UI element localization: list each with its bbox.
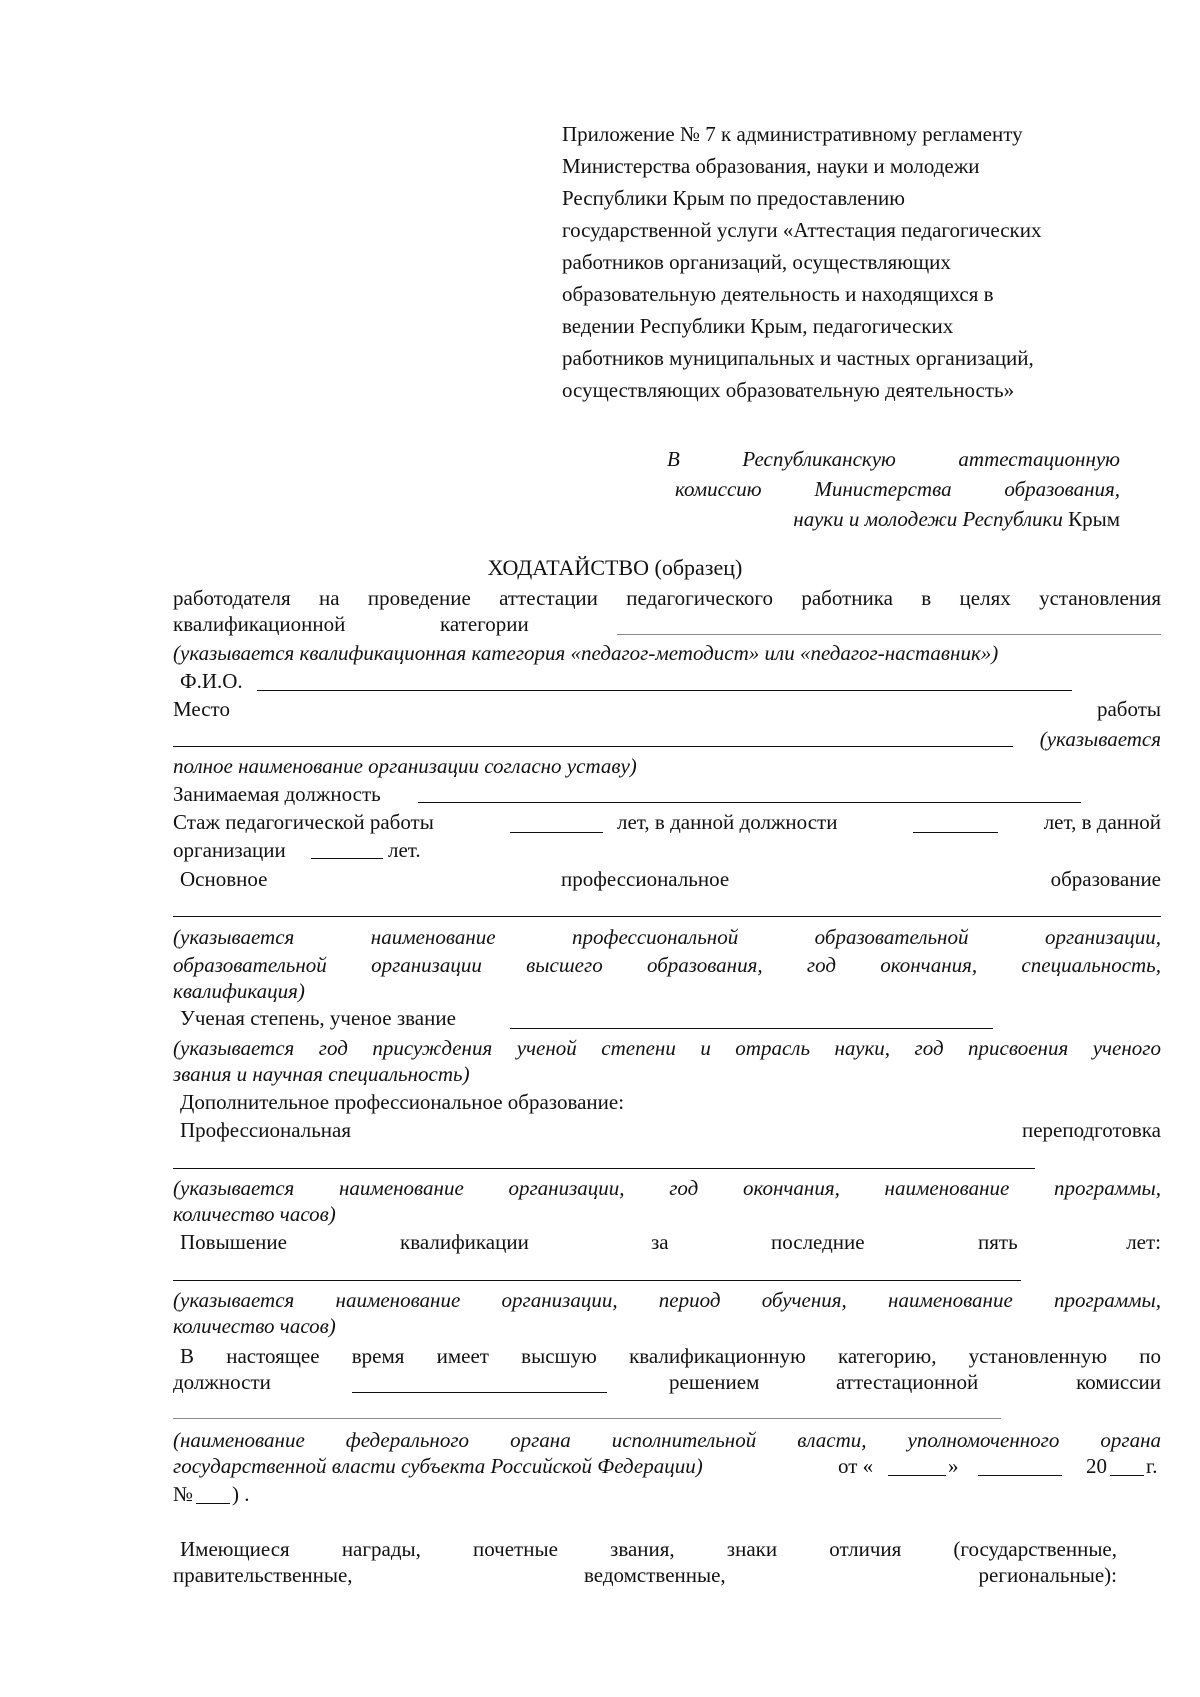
workplace-label-b: работы (1096, 697, 1161, 721)
awards-line-1: Имеющиеся награды, почетные звания, знаки отличия (государственные, (180, 1537, 1117, 1561)
qualification-label-f: лет: (1126, 1230, 1161, 1254)
addressee-line-3-italic: науки и молодежи Республики (793, 507, 1063, 531)
retraining-hint-2: количество часов) (173, 1202, 336, 1226)
position-label: Занимаемая должность (173, 782, 381, 806)
awards-label-b: ведомственные, (584, 1563, 726, 1587)
awards-label-a: правительственные, (173, 1563, 353, 1587)
fio-field[interactable] (257, 690, 1072, 691)
additional-education-label: Дополнительное профессиональное образование: (180, 1090, 625, 1114)
qual-category-field[interactable] (617, 634, 1161, 635)
document-title: ХОДАТАЙСТВО (образец) (487, 555, 743, 580)
addressee-line-3 (560, 504, 1120, 534)
current-category-label-b: решением (669, 1370, 760, 1394)
decision-year-prefix: 20 (1086, 1454, 1107, 1478)
qual-category-hint: (указывается квалификационная категория «педагог-методист» или «педагог-наставник») (173, 641, 999, 665)
appendix-line: Министерства образования, науки и молодежи (562, 154, 980, 178)
education-hint-3: квалификация) (173, 979, 305, 1003)
appendix-line: ведении Республики Крым, педагогических (562, 314, 954, 338)
awards-label-c: региональные): (978, 1563, 1117, 1587)
decision-date-from: от « (838, 1454, 874, 1478)
education-label-b: профессиональное (561, 867, 730, 891)
degree-hint-1: (указывается год присуждения ученой степени и отрасль науки, год присвоения ученого (173, 1036, 1161, 1060)
retraining-hint-1: (указывается наименование организации, год окончания, наименование программы, (173, 1176, 1161, 1200)
degree-label: Ученая степень, ученое звание (180, 1006, 456, 1030)
workplace-hint: полное наименование организации согласно уставу) (173, 754, 637, 778)
experience-label-a: Стаж педагогической работы (173, 810, 434, 834)
authority-hint-2: государственной власти субъекта Российской Федерации) (173, 1454, 703, 1478)
qualification-field[interactable] (173, 1280, 1021, 1281)
current-category-label-a: должности (173, 1370, 271, 1394)
experience-label-b: лет, в данной должности (617, 810, 838, 834)
decision-month-field[interactable] (978, 1475, 1062, 1476)
workplace-label-a: Место (173, 697, 230, 721)
qual-category-label-b: категории (440, 612, 529, 636)
addressee-block (560, 444, 1120, 534)
appendix-line: образовательную деятельность и находящихся в (562, 282, 994, 306)
position-field[interactable] (418, 802, 1081, 803)
authority-field[interactable] (173, 1418, 1001, 1419)
degree-hint-2: звания и научная специальность) (173, 1062, 470, 1086)
current-category-line-1: В настоящее время имеет высшую квалификационную категорию, установленную по (180, 1344, 1161, 1368)
decision-number-field[interactable] (196, 1503, 230, 1504)
current-category-label-d: комиссии (1076, 1370, 1161, 1394)
appendix-line: работников муниципальных и частных организаций, (562, 346, 1034, 370)
appendix-line: осуществляющих образовательную деятельность» (562, 378, 1015, 402)
addressee-line-1: В Республиканскую аттестационную (667, 447, 1120, 471)
decision-day-field[interactable] (888, 1475, 946, 1476)
decision-year-field[interactable] (1110, 1475, 1144, 1476)
addressee-line-3-end: Крым (1068, 507, 1120, 531)
fio-label: Ф.И.О. (180, 669, 243, 693)
appendix-block (562, 118, 1162, 406)
authority-hint-1: (наименование федерального органа исполнительной власти, уполномоченного органа (173, 1428, 1161, 1452)
qualification-hint-1: (указывается наименование организации, период обучения, наименование программы, (173, 1288, 1161, 1312)
workplace-field[interactable] (173, 746, 1013, 747)
education-field[interactable] (173, 916, 1161, 917)
addressee-line-2: комиссию Министерства образования, (675, 477, 1120, 501)
education-hint-1: (указывается наименование профессиональной образовательной организации, (173, 925, 1161, 949)
retraining-label-a: Профессиональная (180, 1118, 352, 1142)
education-label-a: Основное (180, 867, 268, 891)
workplace-hint-end: (указывается (1039, 727, 1161, 751)
experience-org-years: лет. (388, 838, 421, 862)
appendix-line: работников организаций, осуществляющих (562, 250, 951, 274)
experience-label-c: лет, в данной (1043, 810, 1161, 834)
experience-position-field[interactable] (913, 832, 998, 833)
qualification-label-d: последние (771, 1230, 865, 1254)
qualification-label-b: квалификации (400, 1230, 529, 1254)
qualification-hint-2: количество часов) (173, 1314, 336, 1338)
qual-category-label-a: квалификационной (173, 612, 346, 636)
qualification-label-a: Повышение (180, 1230, 287, 1254)
education-hint-2: образовательной организации высшего образования, год окончания, специальность, (173, 953, 1161, 977)
degree-field[interactable] (510, 1028, 993, 1029)
qualification-label-c: за (651, 1230, 669, 1254)
decision-year-suffix: г. (1146, 1454, 1158, 1478)
decision-number-label: № (173, 1482, 194, 1506)
education-label-c: образование (1050, 867, 1161, 891)
current-category-position-field[interactable] (352, 1392, 607, 1393)
decision-date-quote: » (948, 1454, 959, 1478)
body-line-intro: работодателя на проведение аттестации педагогического работника в целях установления (173, 586, 1161, 610)
qualification-label-e: пять (978, 1230, 1018, 1254)
appendix-line: государственной услуги «Аттестация педагогических (562, 218, 1042, 242)
appendix-line: Республики Крым по предоставлению (562, 186, 905, 210)
appendix-line: Приложение № 7 к административному регламенту (562, 122, 1023, 146)
retraining-label-b: переподготовка (1021, 1118, 1161, 1142)
experience-org-label: организации (173, 838, 286, 862)
retraining-field[interactable] (173, 1168, 1035, 1169)
current-category-label-c: аттестационной (836, 1370, 979, 1394)
decision-number-end: ) . (232, 1482, 250, 1506)
experience-total-field[interactable] (510, 832, 603, 833)
experience-org-field[interactable] (311, 858, 383, 859)
